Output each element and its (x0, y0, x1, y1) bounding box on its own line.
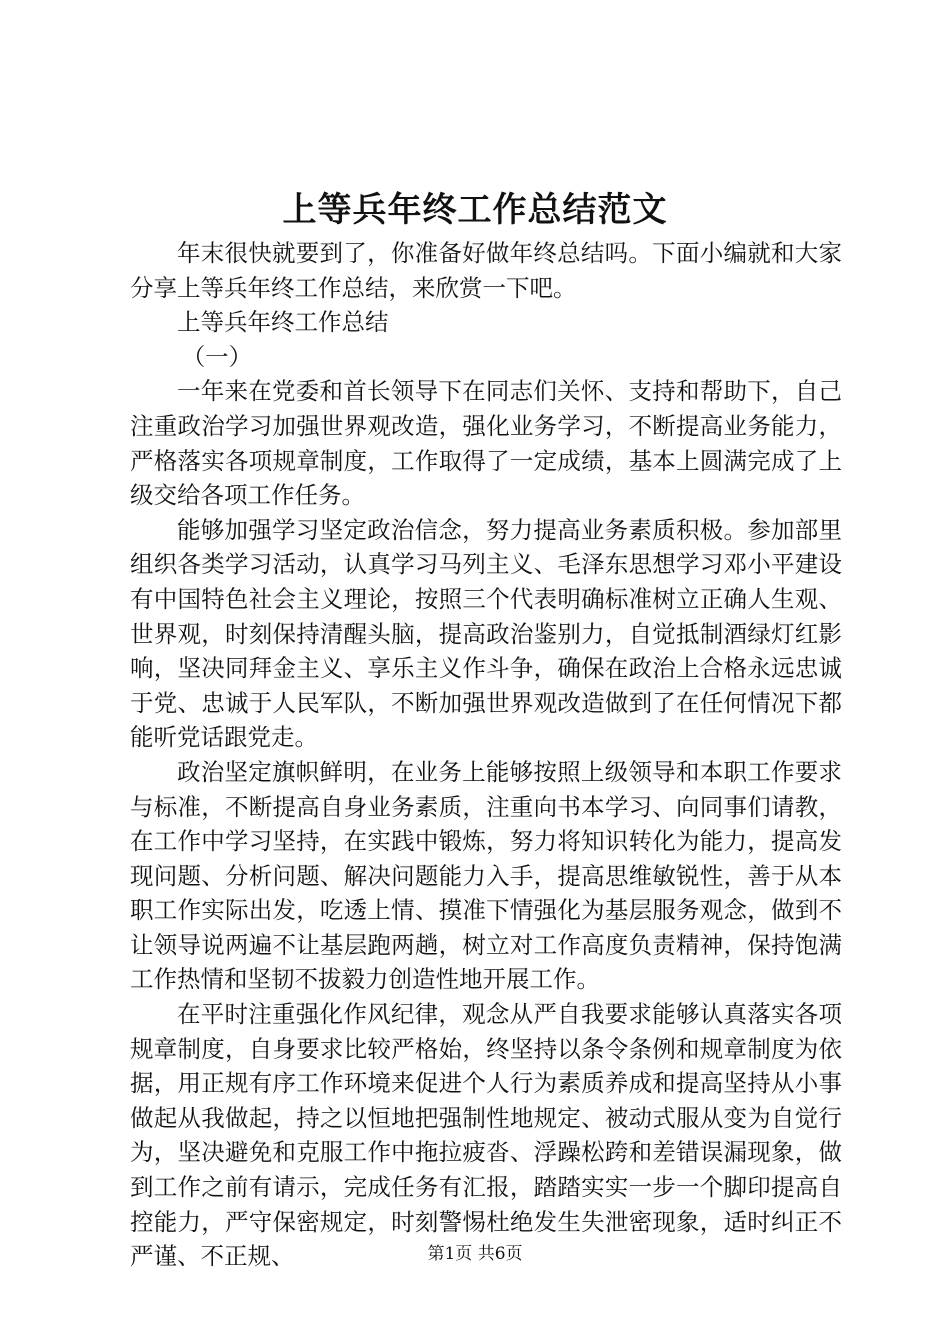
document-title: 上等兵年终工作总结范文 (282, 190, 668, 230)
body-paragraph: 能够加强学习坚定政治信念，努力提高业务素质积极。参加部里组织各类学习活动，认真学习马列主义、毛泽东思想学习邓小平建设有中国特色社会主义理论，按照三个代表明确标准树立正确人生观、世界观，时刻保持清醒头脑，提高政治鉴别力，自觉抵制酒绿灯红影响，坚决同拜金主义、享乐主义作斗争，确保在政治上合格永远忠诚于党、忠诚于人民军队，不断加强世界观改造做到了在任何情况下都能听党话跟党走。 (130, 515, 842, 752)
page-number-footer: 第1页 共6页 (427, 1244, 523, 1264)
section-heading: 上等兵年终工作总结 (177, 308, 389, 337)
document-body (130, 236, 842, 1274)
section-number: （一） (181, 342, 253, 371)
body-paragraph: 在平时注重强化作风纪律，观念从严自我要求能够认真落实各项规章制度，自身要求比较严格始，终坚持以条令条例和规章制度为依据，用正规有序工作环境来促进个人行为素质养成和提高坚持从小事做起从我做起，持之以恒地把强制性地规定、被动式服从变为自觉行为，坚决避免和克服工作中拖拉疲沓、浮躁松跨和差错误漏现象，做到工作之前有请示，完成任务有汇报，踏踏实实一步一个脚印提高自控能力，严守保密规定，时刻警惕杜绝发生失泄密现象，适时纠正不严谨、不正规、 (130, 1000, 842, 1271)
body-paragraph: 一年来在党委和首长领导下在同志们关怀、支持和帮助下，自己注重政治学习加强世界观改造，强化业务学习，不断提高业务能力，严格落实各项规章制度，工作取得了一定成绩，基本上圆满完成了上级交给各项工作任务。 (130, 377, 842, 510)
intro-paragraph: 年末很快就要到了，你准备好做年终总结吗。下面小编就和大家分享上等兵年终工作总结，来欣赏一下吧。 (130, 239, 842, 302)
body-paragraph: 政治坚定旗帜鲜明，在业务上能够按照上级领导和本职工作要求与标准，不断提高自身业务素质，注重向书本学习、向同事们请教，在工作中学习坚持，在实践中锻炼，努力将知识转化为能力，提高发现问题、分析问题、解决问题能力入手，提高思维敏锐性，善于从本职工作实际出发，吃透上情、摸准下情强化为基层服务观念，做到不让领导说两遍不让基层跑两趟，树立对工作高度负责精神，保持饱满工作热情和坚韧不拔毅力创造性地开展工作。 (130, 757, 842, 994)
